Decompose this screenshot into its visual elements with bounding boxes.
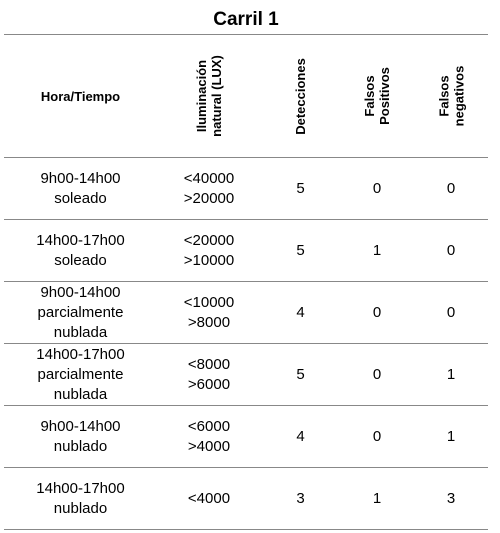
- table-row: [4, 282, 488, 344]
- cell-time: 9h00-14h00 nublado: [4, 406, 157, 468]
- cell-false-negatives: 0: [414, 282, 488, 344]
- cell-false-positives: 1: [340, 468, 414, 530]
- header-lux-line1: Iluminación: [194, 59, 209, 133]
- cell-false-negatives: 1: [414, 344, 488, 406]
- cell-false-negatives: 1: [414, 406, 488, 468]
- cell-time: 14h00-17h00 nublado: [4, 468, 157, 530]
- header-fp-line2: Positivos: [376, 67, 392, 125]
- table-row: [4, 344, 488, 406]
- cell-detections: 3: [261, 468, 340, 530]
- cell-false-positives: 1: [340, 220, 414, 282]
- cell-lux: <8000 >6000: [157, 344, 261, 406]
- header-time: Hora/Tiempo: [4, 35, 157, 158]
- results-table: [4, 34, 488, 530]
- header-lux: [157, 35, 261, 158]
- cell-false-negatives: 0: [414, 220, 488, 282]
- cell-lux: <20000 >10000: [157, 220, 261, 282]
- header-fn-line1: Falsos: [436, 75, 451, 117]
- table-row: [4, 406, 488, 468]
- header-fp-line1: Falsos: [361, 75, 377, 117]
- header-false-positives: [340, 35, 414, 158]
- cell-false-positives: 0: [340, 158, 414, 220]
- cell-detections: 4: [261, 282, 340, 344]
- header-row: [4, 35, 488, 158]
- cell-detections: 5: [261, 344, 340, 406]
- cell-time: 14h00-17h00 parcialmente nublada: [4, 344, 157, 406]
- cell-lux: <10000 >8000: [157, 282, 261, 344]
- cell-detections: 5: [261, 220, 340, 282]
- cell-false-positives: 0: [340, 406, 414, 468]
- header-detections: Detecciones: [261, 35, 340, 158]
- cell-time: 9h00-14h00 soleado: [4, 158, 157, 220]
- cell-detections: 5: [261, 158, 340, 220]
- table-title: Carril 1: [213, 9, 279, 30]
- cell-lux: <6000 >4000: [157, 406, 261, 468]
- cell-false-negatives: 3: [414, 468, 488, 530]
- header-fn-line2: negativos: [451, 65, 466, 127]
- header-lux-line2: natural (LUX): [209, 55, 224, 137]
- table-row: [4, 468, 488, 530]
- table-row: [4, 220, 488, 282]
- table-row: [4, 158, 488, 220]
- cell-time: 9h00-14h00 parcialmente nublada: [4, 282, 157, 344]
- cell-false-positives: 0: [340, 344, 414, 406]
- cell-lux: <4000: [157, 468, 261, 530]
- cell-false-positives: 0: [340, 282, 414, 344]
- cell-detections: 4: [261, 406, 340, 468]
- cell-false-negatives: 0: [414, 158, 488, 220]
- cell-lux: <40000 >20000: [157, 158, 261, 220]
- cell-time: 14h00-17h00 soleado: [4, 220, 157, 282]
- header-false-negatives: [414, 35, 488, 158]
